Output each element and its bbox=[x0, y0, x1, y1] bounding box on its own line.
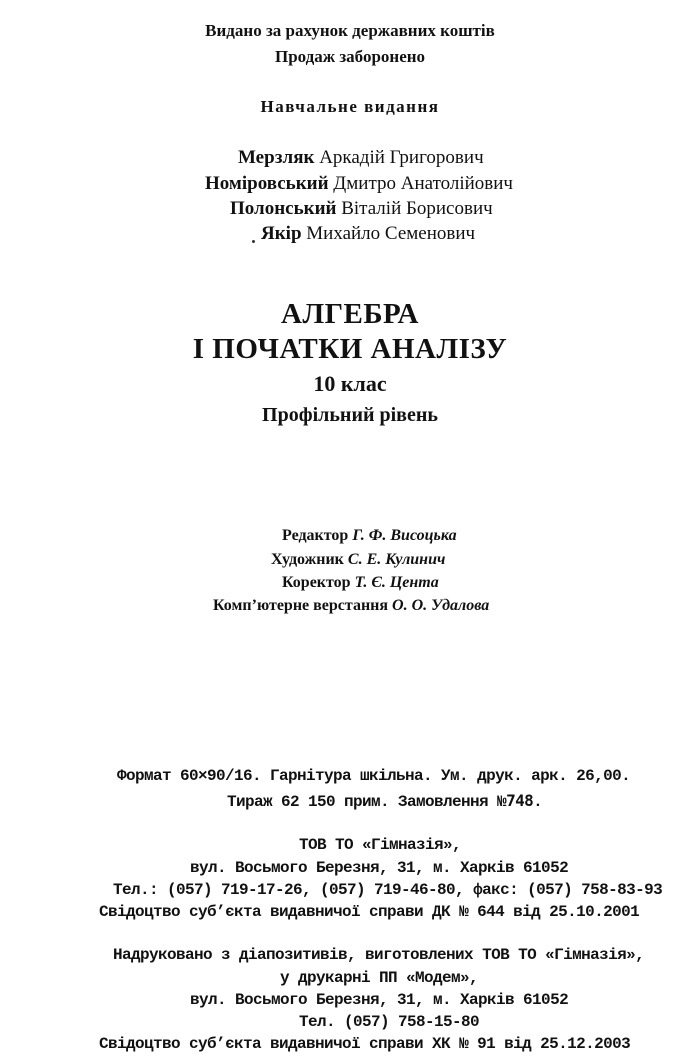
staff-layout bbox=[213, 598, 489, 614]
staff-role: Коректор bbox=[282, 574, 351, 591]
author-given: Аркадій Григорович bbox=[319, 147, 484, 168]
staff-name: Г. Ф. Висоцька bbox=[352, 527, 457, 544]
staff-name: Т. Є. Цента bbox=[354, 574, 439, 591]
order-number: 748 bbox=[506, 791, 534, 810]
author-surname: Номіровський bbox=[205, 173, 329, 194]
printer-name: у друкарні ПП «Модем», bbox=[280, 969, 479, 987]
format-line: Формат 60×90/16. Гарнітура шкільна. Ум. друк. арк. 26,00. bbox=[117, 767, 631, 785]
author-surname: Мерзляк bbox=[238, 147, 315, 168]
print-run-end: . bbox=[533, 793, 543, 811]
level: Профільний рівень bbox=[262, 404, 438, 426]
author-surname: Якір bbox=[261, 223, 302, 244]
staff-role: Комп’ютерне верстання bbox=[213, 597, 389, 614]
print-run-line bbox=[227, 793, 542, 810]
author-3 bbox=[230, 199, 493, 218]
printer-certificate: Свідоцтво суб’єкта видавничої справи ХК № 91 від 25.12.2003 bbox=[99, 1035, 631, 1053]
publisher-certificate: Свідоцтво суб’єкта видавничої справи ДК № 644 від 25.10.2001 bbox=[99, 903, 640, 921]
book-title-line1: АЛГЕБРА bbox=[281, 298, 419, 330]
book-title-line2: І ПОЧАТКИ АНАЛІЗУ bbox=[192, 333, 508, 365]
author-1 bbox=[238, 148, 484, 167]
staff-name: О. О. Удалова bbox=[392, 597, 490, 614]
author-4 bbox=[261, 224, 475, 243]
printer-address: вул. Восьмого Березня, 31, м. Харків 61052 bbox=[190, 991, 569, 1009]
staff-proofreader bbox=[282, 575, 439, 591]
staff-role: Художник bbox=[271, 551, 344, 568]
print-speck bbox=[252, 240, 255, 243]
print-run-text: Тираж 62 150 прим. Замовлення № bbox=[227, 793, 507, 811]
staff-name: С. Е. Кулинич bbox=[347, 551, 446, 568]
printer-phone: Тел. (057) 758-15-80 bbox=[299, 1013, 480, 1031]
funding-note: Видано за рахунок державних коштів bbox=[205, 21, 495, 40]
grade: 10 клас bbox=[313, 371, 387, 396]
staff-editor bbox=[282, 528, 457, 544]
author-given: Михайло Семенович bbox=[306, 223, 476, 244]
author-2 bbox=[205, 174, 513, 193]
staff-role: Редактор bbox=[282, 527, 349, 544]
author-given: Дмитро Анатолійович bbox=[333, 173, 513, 194]
printer-source: Надруковано з діапозитивів, виготовлених ТОВ ТО «Гімназія», bbox=[113, 946, 645, 964]
publisher-address: вул. Восьмого Березня, 31, м. Харків 61052 bbox=[190, 859, 569, 877]
author-surname: Полонський bbox=[230, 198, 337, 219]
staff-artist bbox=[271, 552, 445, 568]
publisher-phones: Тел.: (057) 719-17-26, (057) 719-46-80, факс: (057) 758-83-93 bbox=[113, 881, 663, 899]
publisher-name: ТОВ ТО «Гімназія», bbox=[299, 836, 462, 854]
edition-type: Навчальне видання bbox=[260, 97, 440, 116]
author-given: Віталій Борисович bbox=[341, 198, 493, 219]
sale-note: Продаж заборонено bbox=[274, 47, 426, 66]
